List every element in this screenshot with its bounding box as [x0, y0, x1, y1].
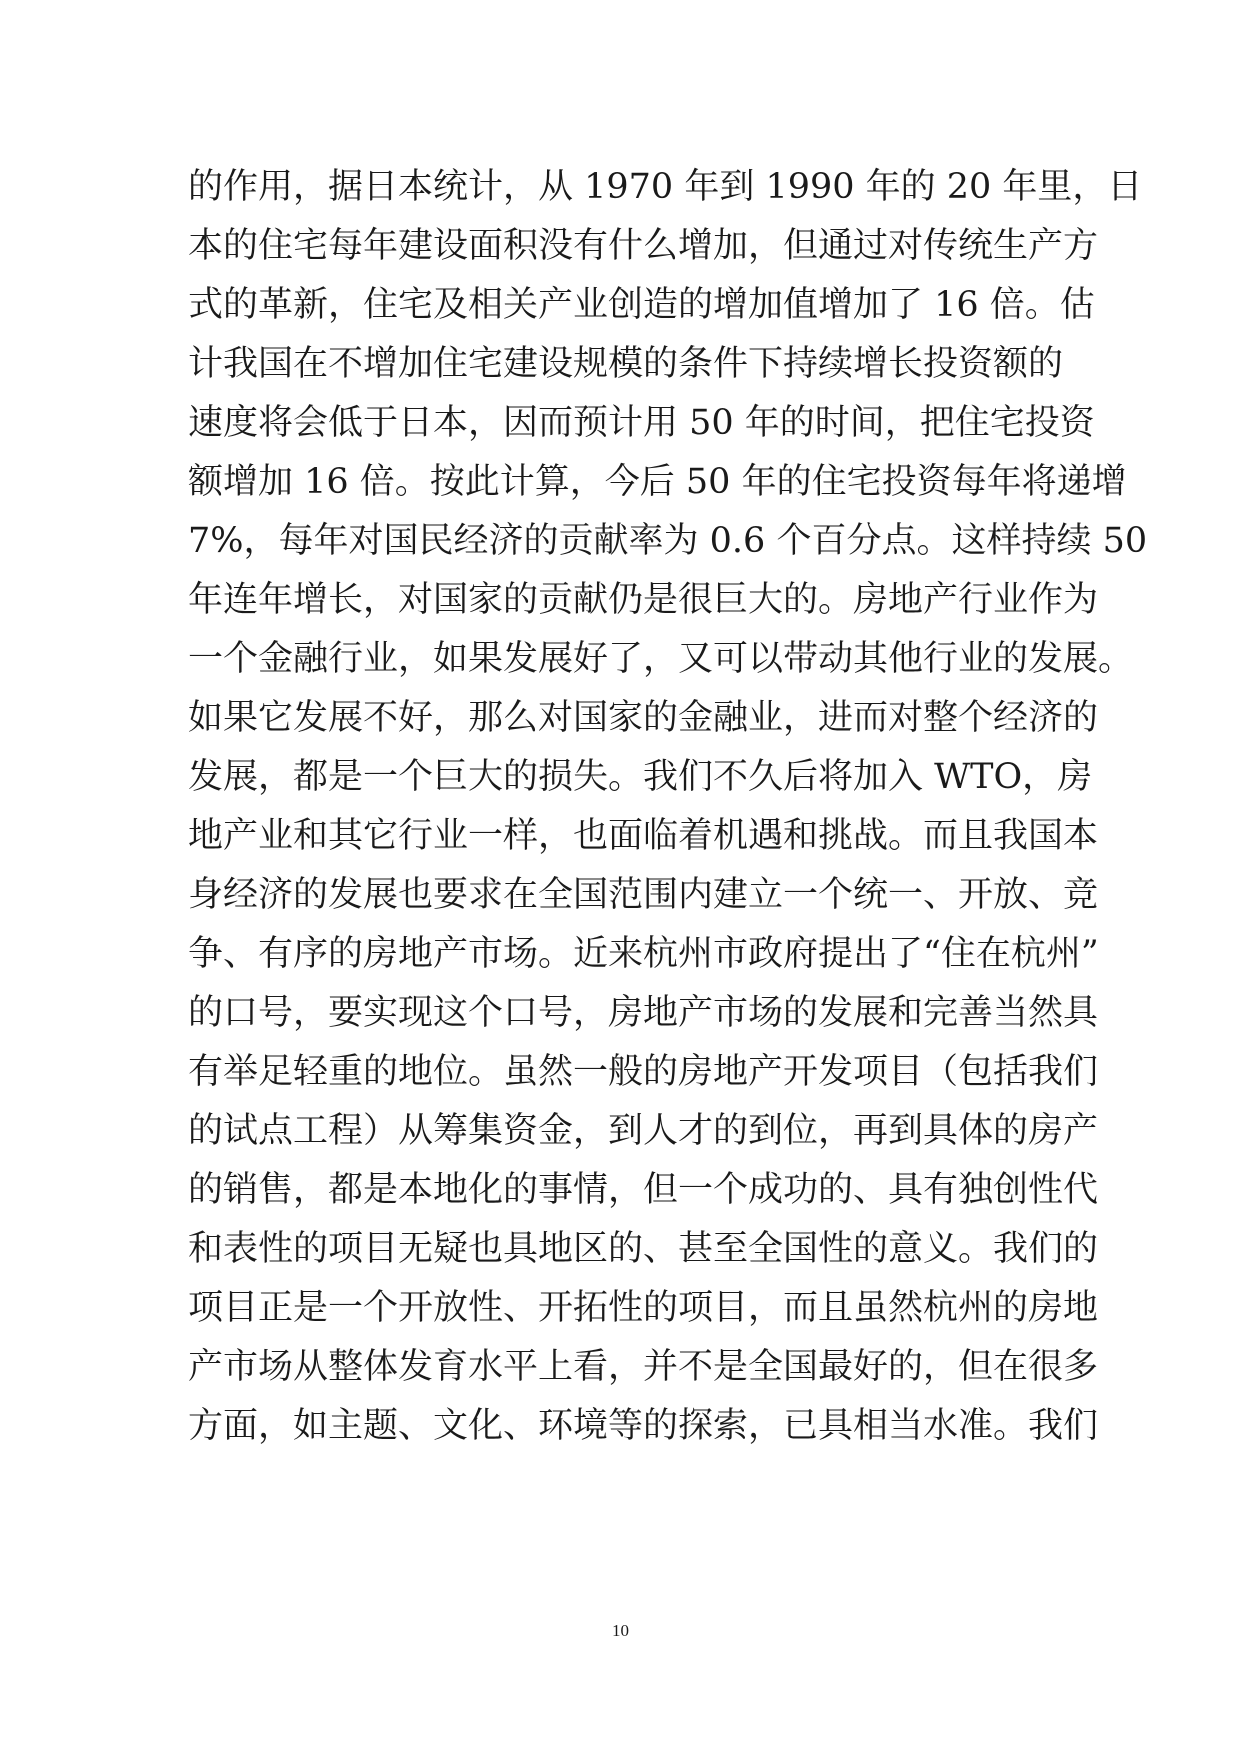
text-line: 本的住宅每年建设面积没有什么增加，但通过对传统生产方 [188, 226, 1099, 266]
text-line: 速度将会低于日本，因而预计用 50 年的时间，把住宅投资 [188, 403, 1095, 443]
text-line: 的试点工程）从筹集资金，到人才的到位，再到具体的房产 [188, 1111, 1099, 1151]
text-line: 式的革新，住宅及相关产业创造的增加值增加了 16 倍。估 [188, 285, 1095, 325]
page-number: 10 [612, 1621, 629, 1640]
text-line: 和表性的项目无疑也具地区的、甚至全国性的意义。我们的 [188, 1229, 1099, 1269]
text-line: 年连年增长，对国家的贡献仍是很巨大的。房地产行业作为 [188, 580, 1099, 620]
text-line: 的作用，据日本统计，从 1970 年到 1990 年的 20 年里，日 [188, 167, 1143, 207]
text-line: 计我国在不增加住宅建设规模的条件下持续增长投资额的 [188, 344, 1064, 384]
text-line: 额增加 16 倍。按此计算，今后 50 年的住宅投资每年将递增 [188, 462, 1127, 502]
body-paragraph [188, 158, 1148, 1456]
text-line: 如果它发展不好，那么对国家的金融业，进而对整个经济的 [188, 698, 1099, 738]
text-line: 地产业和其它行业一样，也面临着机遇和挑战。而且我国本 [188, 816, 1099, 856]
text-line: 的销售，都是本地化的事情，但一个成功的、具有独创性代 [188, 1170, 1099, 1210]
text-line: 有举足轻重的地位。虽然一般的房地产开发项目（包括我们 [188, 1052, 1099, 1092]
text-line: 发展，都是一个巨大的损失。我们不久后将加入 WTO，房 [188, 757, 1093, 797]
text-line: 争、有序的房地产市场。近来杭州市政府提出了“住在杭州” [188, 934, 1099, 974]
text-line: 方面，如主题、文化、环境等的探索，已具相当水准。我们 [188, 1406, 1099, 1446]
text-line: 产市场从整体发育水平上看，并不是全国最好的，但在很多 [188, 1347, 1099, 1387]
text-line: 7%，每年对国民经济的贡献率为 0.6 个百分点。这样持续 50 [188, 521, 1148, 561]
text-line: 身经济的发展也要求在全国范围内建立一个统一、开放、竞 [188, 875, 1099, 915]
text-line: 一个金融行业，如果发展好了，又可以带动其他行业的发展。 [188, 639, 1134, 679]
text-line: 项目正是一个开放性、开拓性的项目，而且虽然杭州的房地 [188, 1288, 1099, 1328]
text-line: 的口号，要实现这个口号，房地产市场的发展和完善当然具 [188, 993, 1099, 1033]
